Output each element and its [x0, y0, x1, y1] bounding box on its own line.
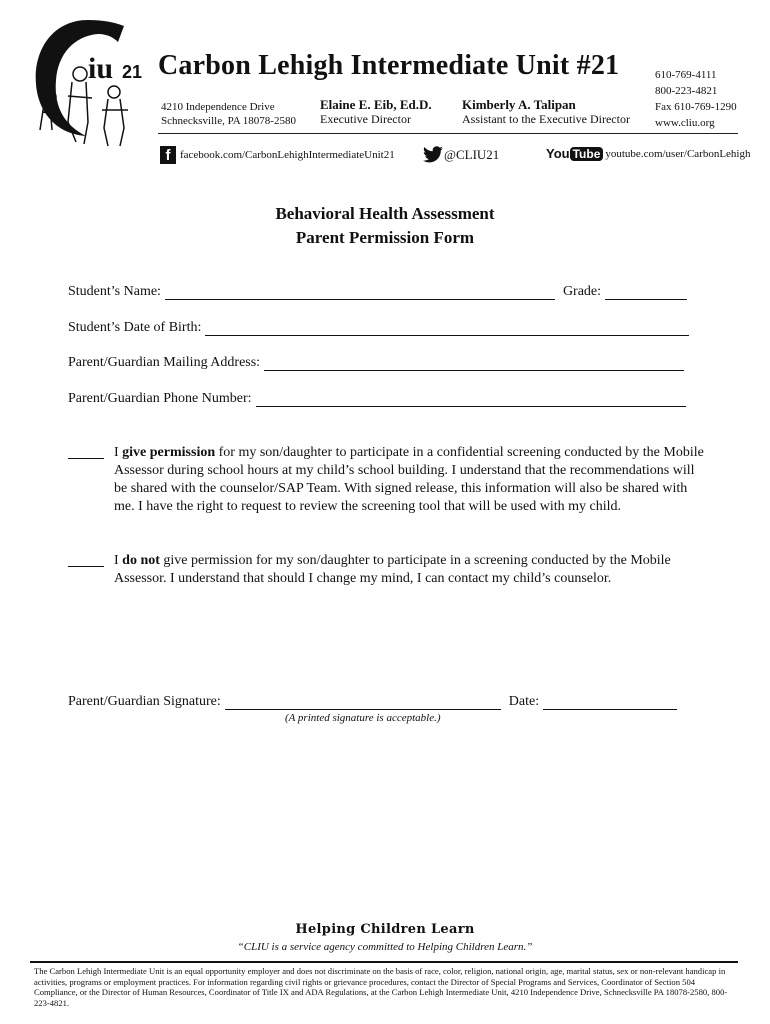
- phone-field[interactable]: [256, 392, 686, 407]
- assistant-block: [462, 97, 630, 127]
- director-block: [320, 97, 432, 127]
- tagline-quote: “CLIU is a service agency committed to Helping Children Learn.”: [237, 941, 533, 953]
- twitter-icon: [422, 146, 444, 164]
- youtube-icon-tube: Tube: [570, 147, 604, 161]
- assistant-name: Kimberly A. Talipan: [462, 97, 576, 112]
- director-title: Executive Director: [320, 112, 411, 126]
- signature-field[interactable]: [225, 695, 501, 710]
- contact-block: [655, 67, 737, 131]
- cliu21-logo: [28, 12, 148, 150]
- social-links: [160, 146, 751, 170]
- svg-text:21: 21: [122, 62, 143, 82]
- phone-row: [68, 391, 686, 407]
- phone-2: 800-223-4821: [655, 85, 718, 97]
- student-name-label: Student’s Name:: [68, 284, 161, 299]
- svg-text:iu: iu: [88, 52, 114, 85]
- student-name-row: [68, 284, 687, 300]
- phone-1: 610-769-4111: [655, 69, 717, 81]
- give-permission-option: [68, 444, 708, 516]
- address-line-2: Schnecksville, PA 18078-2580: [161, 115, 296, 127]
- mailing-address-label: Parent/Guardian Mailing Address:: [68, 355, 261, 370]
- assistant-title: Assistant to the Executive Director: [462, 112, 630, 126]
- header-divider: [158, 133, 738, 134]
- org-name: Carbon Lehigh Intermediate Unit #21: [158, 50, 620, 81]
- dob-row: [68, 320, 689, 336]
- youtube-url: youtube.com/user/CarbonLehigh: [605, 147, 751, 160]
- facebook-icon: f: [160, 146, 176, 164]
- youtube-link[interactable]: [546, 146, 750, 161]
- youtube-icon-you: You: [546, 146, 570, 161]
- website-link[interactable]: www.cliu.org: [655, 117, 715, 129]
- dob-label: Student’s Date of Birth:: [68, 320, 202, 335]
- org-address: [161, 100, 296, 128]
- tagline: Helping Children Learn: [295, 922, 475, 937]
- date-field[interactable]: [543, 695, 677, 710]
- date-label: Date:: [508, 694, 540, 709]
- grade-field[interactable]: [605, 285, 687, 300]
- grade-label: Grade:: [562, 284, 602, 299]
- facebook-url: facebook.com/CarbonLehighIntermediateUnit21: [180, 149, 395, 161]
- fax-number: Fax 610-769-1290: [655, 101, 737, 113]
- dob-field[interactable]: [205, 321, 689, 336]
- twitter-link[interactable]: [422, 146, 499, 164]
- address-line-1: 4210 Independence Drive: [161, 101, 275, 113]
- give-permission-checkbox[interactable]: [68, 445, 104, 459]
- signature-label: Parent/Guardian Signature:: [68, 694, 221, 709]
- deny-permission-checkbox[interactable]: [68, 553, 104, 567]
- footer-disclaimer: The Carbon Lehigh Intermediate Unit is an equal opportunity employer and does not discriminate on the basis of race, color, religion, national origin, age, marital status, sex or non-relevant handicap in activities, programs or employment practices. For information regarding civil rights or grievance procedures, contact the Director of Special Programs and Services, Coordinator of Section 504 Compliance, or the Director of Human Resources, Coordinator of Title IX and ADA Regulations, at the Carbon Lehigh Intermediate Unit, 4210 Independence Drive, Schnecksville PA 18078-2580, 800-223-4821.: [34, 966, 728, 1008]
- footer-divider: [30, 961, 738, 963]
- address-row: [68, 355, 684, 371]
- form-title: [0, 202, 770, 250]
- signature-row: [68, 694, 677, 710]
- facebook-link[interactable]: [160, 146, 395, 164]
- mailing-address-field[interactable]: [264, 356, 684, 371]
- give-permission-text: I give permission for my son/daughter to participate in a confidential screening conducted by the Mobile Assessor during school hours at my child’s school building. I understand that the recommendations will be shared with the counselor/SAP Team. With signed release, this information will also be shared with me. I have the right to request to review the screening tool that will be used with my child.: [114, 445, 704, 514]
- student-name-field[interactable]: [165, 285, 555, 300]
- form-title-line-2: Parent Permission Form: [295, 228, 475, 247]
- deny-permission-option: [68, 552, 708, 588]
- director-name: Elaine E. Eib, Ed.D.: [320, 97, 432, 112]
- phone-label: Parent/Guardian Phone Number:: [68, 391, 252, 406]
- deny-permission-text: I do not give permission for my son/daughter to participate in a screening conducted by the Mobile Assessor. I understand that should I change my mind, I can contact my child’s counselor.: [114, 553, 671, 586]
- form-title-line-1: Behavioral Health Assessment: [275, 204, 495, 223]
- twitter-handle: @CLIU21: [444, 147, 500, 162]
- signature-note: (A printed signature is acceptable.): [285, 712, 441, 724]
